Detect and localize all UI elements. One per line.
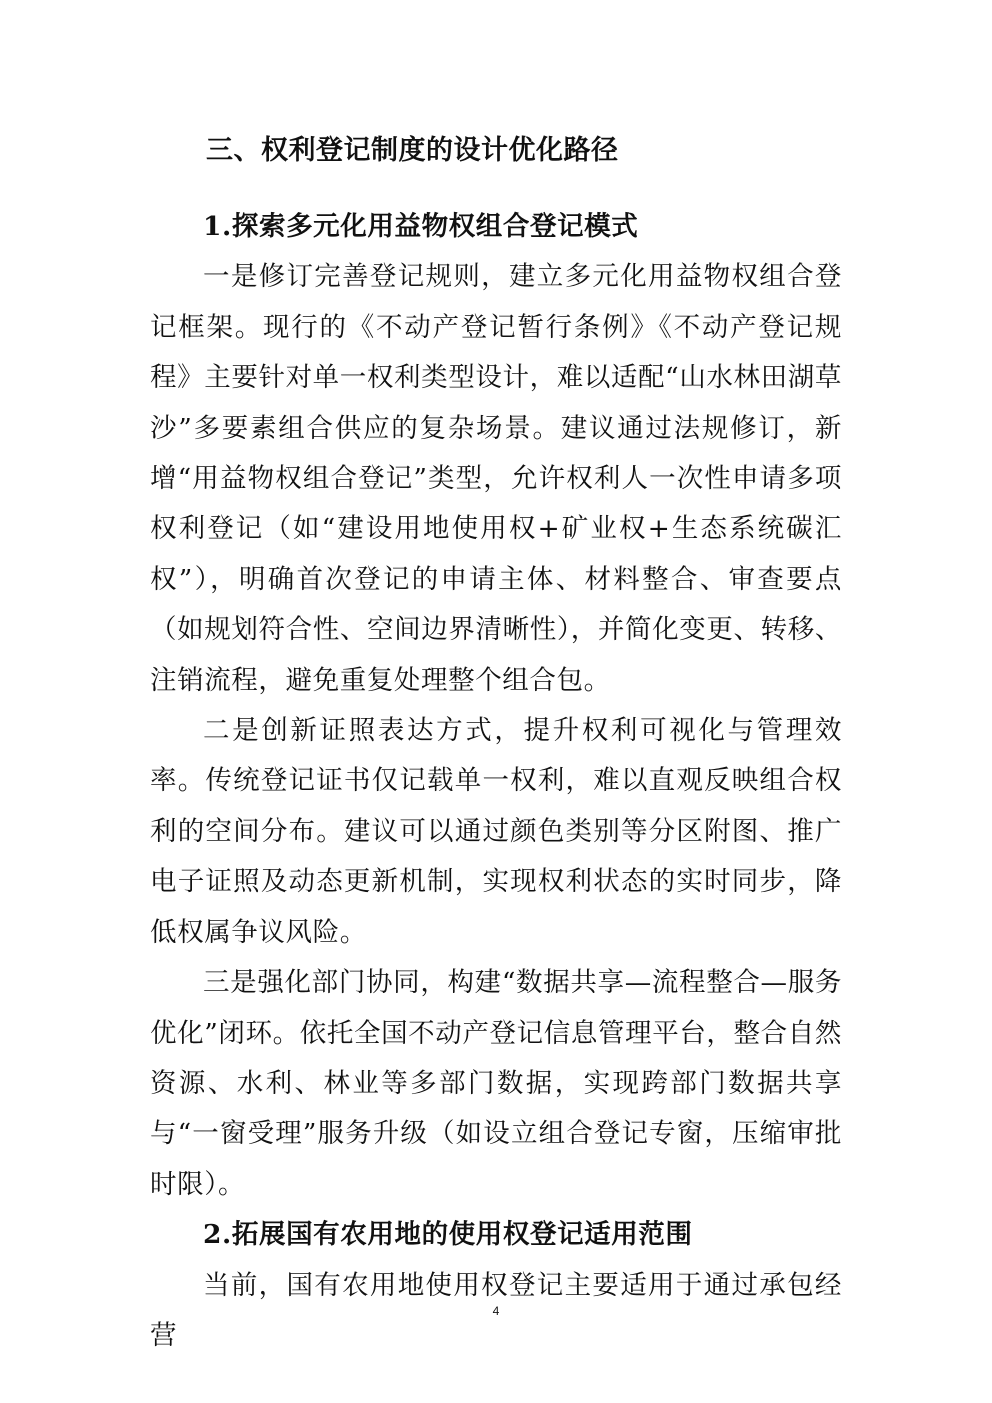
paragraph-1: 一是修订完善登记规则，建立多元化用益物权组合登记框架。现行的《不动产登记暂行条例》《不动产登记规程》主要针对单一权利类型设计，难以适配“山水林田湖草沙”多要素组合供应的复杂场景。建议通过法规修订，新增“用益物权组合登记”类型，允许权利人一次性申请多项权利登记（如“建设用地使用权+矿业权+生态系统碳汇权”），明确首次登记的申请主体、材料整合、审查要点（如规划符合性、空间边界清晰性），并简化变更、转移、注销流程，避免重复处理整个组合包。 <box>150 261 842 696</box>
section-heading: 三、权利登记制度的设计优化路径 <box>206 135 619 166</box>
subsection-2-heading: 2.拓展国有农用地的使用权登记适用范围 <box>203 1219 693 1251</box>
paragraph-2: 二是创新证照表达方式，提升权利可视化与管理效率。传统登记证书仅记载单一权利，难以直观反映组合权利的空间分布。建议可以通过颜色类别等分区附图、推广电子证照及动态更新机制，实现权利状态的实时同步，降低权属争议风险。 <box>150 715 842 948</box>
page-number: 4 <box>492 1304 500 1318</box>
paragraph-4: 当前，国有农用地使用权登记主要适用于通过承包经营 <box>150 1269 842 1351</box>
paragraph-3: 三是强化部门协同，构建“数据共享—流程整合—服务优化”闭环。依托全国不动产登记信息管理平台，整合自然资源、水利、林业等多部门数据，实现跨部门数据共享与“一窗受理”服务升级（如设立组合登记专窗，压缩审批时限）。 <box>150 967 842 1200</box>
subsection-1-heading: 1.探索多元化用益物权组合登记模式 <box>203 211 639 242</box>
body-text <box>150 202 842 1361</box>
